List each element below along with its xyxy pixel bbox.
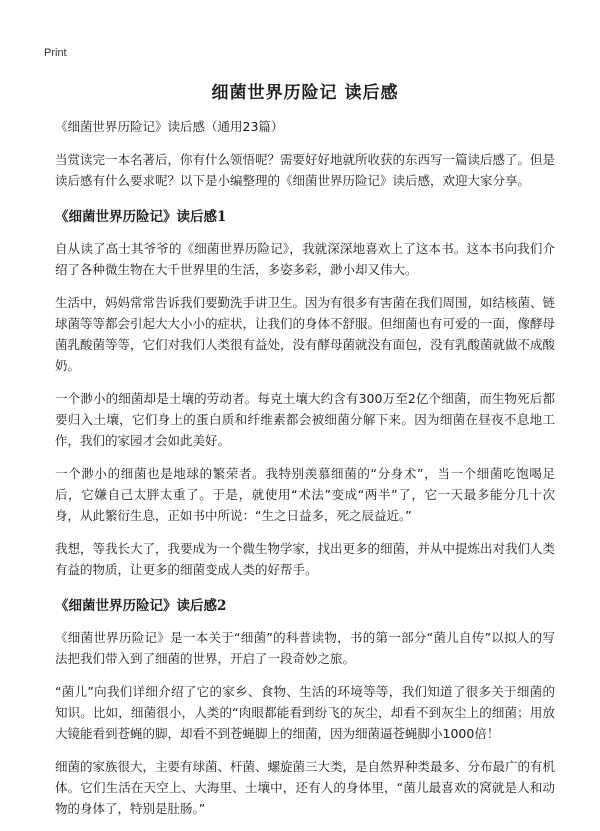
- intro-paragraph: 当赏读完一本名著后，你有什么领悟呢？需要好好地就所收获的东西写一篇读后感了。但是读后感有什么要求呢？以下是小编整理的《细菌世界历险记》读后感，欢迎大家分享。: [55, 152, 556, 188]
- paragraph: 一个渺小的细菌却是土壤的劳动者。每克土壤大约含有300万至2亿个细菌，而生物死后都要归入土壤，它们身上的蛋白质和纤维素都会被细菌分解下来。因为细菌在昼夜不息地工作，我们的家园才会如此美好。: [55, 391, 555, 448]
- print-link[interactable]: Print: [44, 47, 67, 59]
- section-heading: 《细菌世界历险记》读后感2: [55, 598, 227, 614]
- paragraph: 《细菌世界历险记》是一本关于“细菌”的科普读物，书的第一部分“菌儿自传”以拟人的写法把我们带入到了细菌的世界，开启了一段奇妙之旅。: [55, 630, 555, 666]
- paragraph: 我想，等我长大了，我要成为一个微生物学家，找出更多的细菌，并从中提炼出对我们人类有益的物质，让更多的细菌变成人类的好帮手。: [55, 541, 556, 577]
- paragraph: “菌儿”向我们详细介绍了它的家乡、食物、生活的环境等等，我们知道了很多关于细菌的知识。比如，细菌很小，人类的“肉眼都能看到纷飞的灰尘，却看不到灰尘上的细菌；用放大镜能看到苍蝇的脚，却看不到苍蝇脚上的细菌，因为细菌逼苍蝇脚小1000倍！: [55, 684, 555, 741]
- section-heading: 《细菌世界历险记》读后感1: [55, 209, 227, 225]
- paragraph: 细菌的家族很大，主要有球菌、杆菌、螺旋菌三大类，是自然界种类最多、分布最广的有机体。它们生活在天空上、大海里、土壤中，还有人的身体里，“菌儿最喜欢的窝就是人和动物的身体了，特别是肚肠。”: [55, 759, 556, 816]
- paragraph: 自从读了高士其爷爷的《细菌世界历险记》，我就深深地喜欢上了这本书。这本书向我们介绍了各种微生物在大千世界里的生活，多姿多彩，渺小却又伟大。: [55, 241, 555, 277]
- document-subtitle: 《细菌世界历险记》读后感（通用23篇）: [55, 119, 284, 134]
- paragraph: 一个渺小的细菌也是地球的繁荣者。我特别羡慕细菌的“分身术”，当一个细菌吃饱喝足后，它嫌自己太胖太重了。于是，就使用“术法”变成“两半”了，它一天最多能分几十次身，从此繁衍生息，正如书中所说：“生之日益多，死之辰益近。”: [55, 466, 555, 523]
- document-body: [55, 78, 555, 831]
- paragraph: 生活中，妈妈常常告诉我们要勤洗手讲卫生。因为有很多有害菌在我们周围，如结核菌、链球菌等等都会引起大大小小的症状，让我们的身体不舒服。但细菌也有可爱的一面，像酵母菌乳酸菌等等，它们对我们人类很有益处，没有酵母菌就没有面包，没有乳酸菌就做不成酸奶。: [55, 295, 556, 373]
- document-title: 细菌世界历险记 读后感: [211, 83, 399, 103]
